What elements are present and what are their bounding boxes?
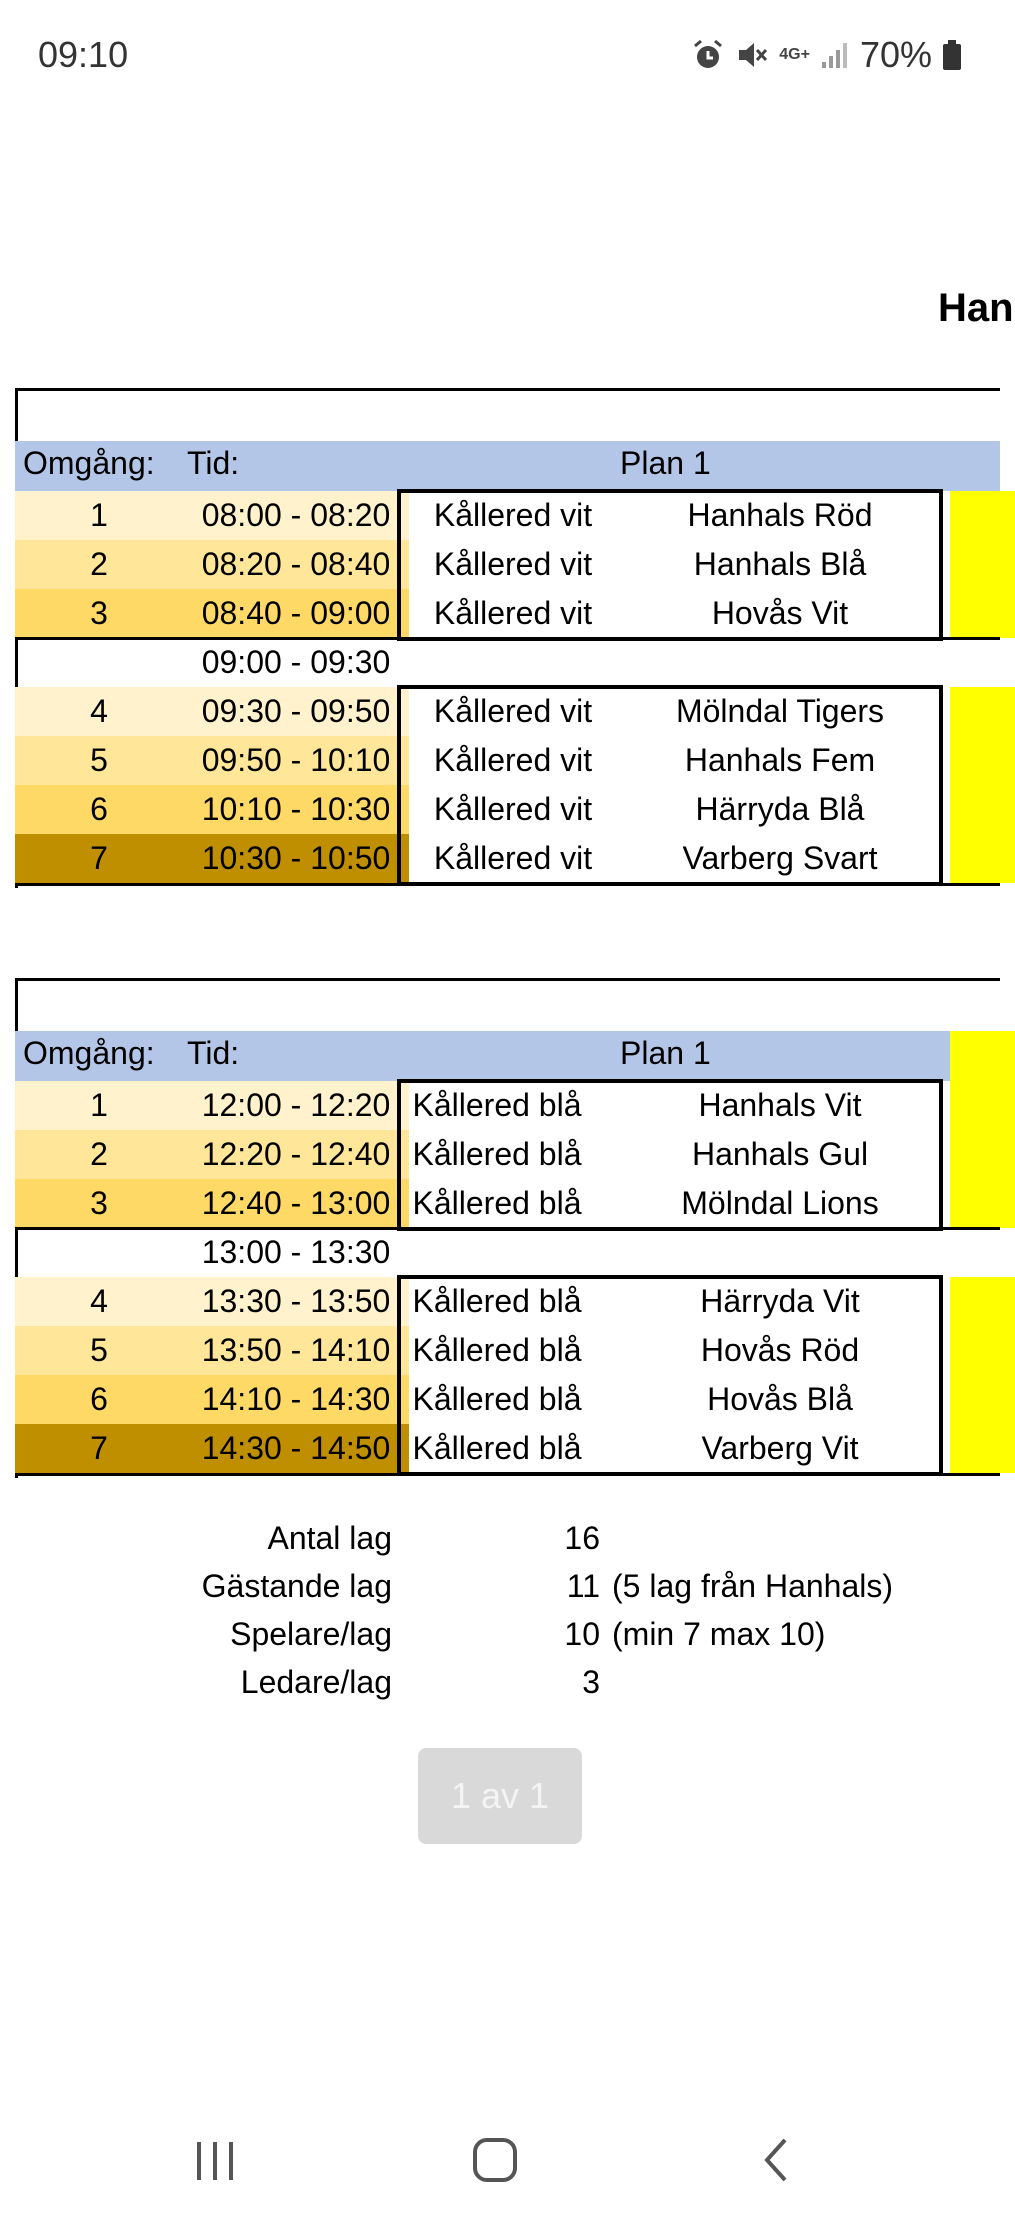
away-team: Hanhals Gul: [691, 1136, 869, 1172]
away-team: Mölndal Tigers: [675, 693, 885, 729]
summary-value: 16: [564, 1520, 600, 1556]
table-header: [15, 441, 1000, 491]
battery-percent: 70%: [859, 34, 932, 75]
yellow-column: [950, 491, 1015, 638]
round-number: 7: [15, 834, 183, 883]
home-team: Kållered vit: [433, 546, 593, 582]
header-omgang: Omgång:: [23, 1035, 155, 1071]
home-team: Kållered blå: [412, 1136, 582, 1172]
away-team: Hovås Vit: [711, 595, 849, 631]
header-plan: Plan 1: [620, 1035, 711, 1071]
home-team: Kållered vit: [433, 595, 593, 631]
round-number: 2: [15, 540, 183, 589]
home-team: Kållered blå: [412, 1283, 582, 1319]
round-number: 6: [15, 1375, 183, 1424]
alarm-icon: [691, 38, 725, 72]
match-time: 08:20 - 08:40: [183, 540, 409, 589]
away-team: Varberg Vit: [701, 1430, 859, 1466]
match-time: 14:10 - 14:30: [183, 1375, 409, 1424]
away-team: Härryda Blå: [695, 791, 865, 827]
home-button[interactable]: [455, 2122, 535, 2202]
summary-label: Ledare/lag: [240, 1664, 392, 1700]
match-time: 09:30 - 09:50: [183, 687, 409, 736]
document-title: Han: [938, 286, 1014, 330]
recent-apps-button[interactable]: [175, 2122, 255, 2202]
status-icons: [691, 34, 962, 76]
summary-label: Gästande lag: [201, 1568, 392, 1604]
summary-value: 10: [564, 1616, 600, 1652]
home-team: Kållered blå: [412, 1332, 582, 1368]
home-team: Kållered blå: [412, 1430, 582, 1466]
battery-icon: [942, 38, 962, 72]
schedule-table-2: [15, 978, 1000, 1478]
match-time: 12:20 - 12:40: [183, 1130, 409, 1179]
round-number: 2: [15, 1130, 183, 1179]
yellow-column: [950, 1081, 1015, 1228]
navigation-bar: [0, 2100, 1000, 2222]
summary-label: Spelare/lag: [230, 1616, 392, 1652]
summary-label: Antal lag: [267, 1520, 392, 1556]
home-team: Kållered vit: [433, 497, 593, 533]
break-row: [15, 1228, 1000, 1277]
away-team: Hanhals Röd: [687, 497, 873, 533]
home-team: Kållered vit: [433, 742, 593, 778]
schedule-table-1: [15, 388, 1000, 888]
home-icon: [470, 2135, 520, 2190]
match-time: 10:30 - 10:50: [183, 834, 409, 883]
header-tid: Tid:: [187, 1035, 240, 1071]
match-time: 14:30 - 14:50: [183, 1424, 409, 1473]
summary-row: [0, 1616, 1000, 1664]
summary-note: (min 7 max 10): [612, 1616, 826, 1652]
round-number: 3: [15, 1179, 183, 1228]
match-time: 10:10 - 10:30: [183, 785, 409, 834]
signal-icon: [820, 40, 850, 70]
away-team: Härryda Vit: [700, 1283, 860, 1319]
round-number: 7: [15, 1424, 183, 1473]
match-time: 09:50 - 10:10: [183, 736, 409, 785]
round-number: 6: [15, 785, 183, 834]
summary-row: [0, 1664, 1000, 1712]
summary-note: (5 lag från Hanhals): [612, 1568, 894, 1604]
yellow-column: [950, 1031, 1015, 1081]
home-team: Kållered vit: [433, 840, 593, 876]
break-time: 13:00 - 13:30: [201, 1234, 391, 1270]
away-team: Varberg Svart: [682, 840, 878, 876]
round-number: 5: [15, 1326, 183, 1375]
match-time: 13:30 - 13:50: [183, 1277, 409, 1326]
yellow-column: [950, 687, 1015, 883]
away-team: Hanhals Fem: [684, 742, 876, 778]
round-number: 1: [15, 491, 183, 540]
round-number: 4: [15, 687, 183, 736]
home-team: Kållered blå: [412, 1087, 582, 1123]
yellow-column: [950, 1277, 1015, 1473]
match-time: 08:40 - 09:00: [183, 589, 409, 638]
round-number: 1: [15, 1081, 183, 1130]
away-team: Hovås Blå: [707, 1381, 853, 1417]
page-indicator: 1 av 1: [418, 1748, 582, 1844]
match-time: 08:00 - 08:20: [183, 491, 409, 540]
header-plan: Plan 1: [620, 445, 711, 481]
match-time: 12:00 - 12:20: [183, 1081, 409, 1130]
home-team: Kållered blå: [412, 1381, 582, 1417]
away-team: Hovås Röd: [700, 1332, 860, 1368]
header-omgang: Omgång:: [23, 445, 155, 481]
away-team: Hanhals Vit: [698, 1087, 862, 1123]
round-number: 4: [15, 1277, 183, 1326]
match-group-box: [397, 1079, 943, 1231]
recent-apps-icon: [191, 2136, 239, 2189]
match-group-box: [397, 1275, 943, 1476]
network-type-label: 4G+: [779, 46, 810, 63]
status-time: 09:10: [38, 34, 129, 75]
home-team: Kållered vit: [433, 693, 593, 729]
break-row: [15, 638, 1000, 687]
summary-row: [0, 1568, 1000, 1616]
mute-icon: [735, 38, 769, 72]
match-time: 12:40 - 13:00: [183, 1179, 409, 1228]
round-number: 3: [15, 589, 183, 638]
summary-value: 11: [566, 1568, 600, 1604]
match-time: 13:50 - 14:10: [183, 1326, 409, 1375]
round-number: 5: [15, 736, 183, 785]
away-team: Mölndal Lions: [681, 1185, 879, 1221]
summary-value: 3: [582, 1664, 600, 1700]
back-button[interactable]: [735, 2122, 815, 2202]
match-group-box: [397, 685, 943, 886]
home-team: Kållered blå: [412, 1185, 582, 1221]
header-tid: Tid:: [187, 445, 240, 481]
break-time: 09:00 - 09:30: [201, 644, 391, 680]
home-team: Kållered vit: [433, 791, 593, 827]
table-header: [15, 1031, 1000, 1081]
back-icon: [755, 2135, 795, 2190]
away-team: Hanhals Blå: [693, 546, 867, 582]
match-group-box: [397, 489, 943, 641]
summary-row: [0, 1520, 1000, 1568]
status-bar: [0, 0, 1000, 110]
